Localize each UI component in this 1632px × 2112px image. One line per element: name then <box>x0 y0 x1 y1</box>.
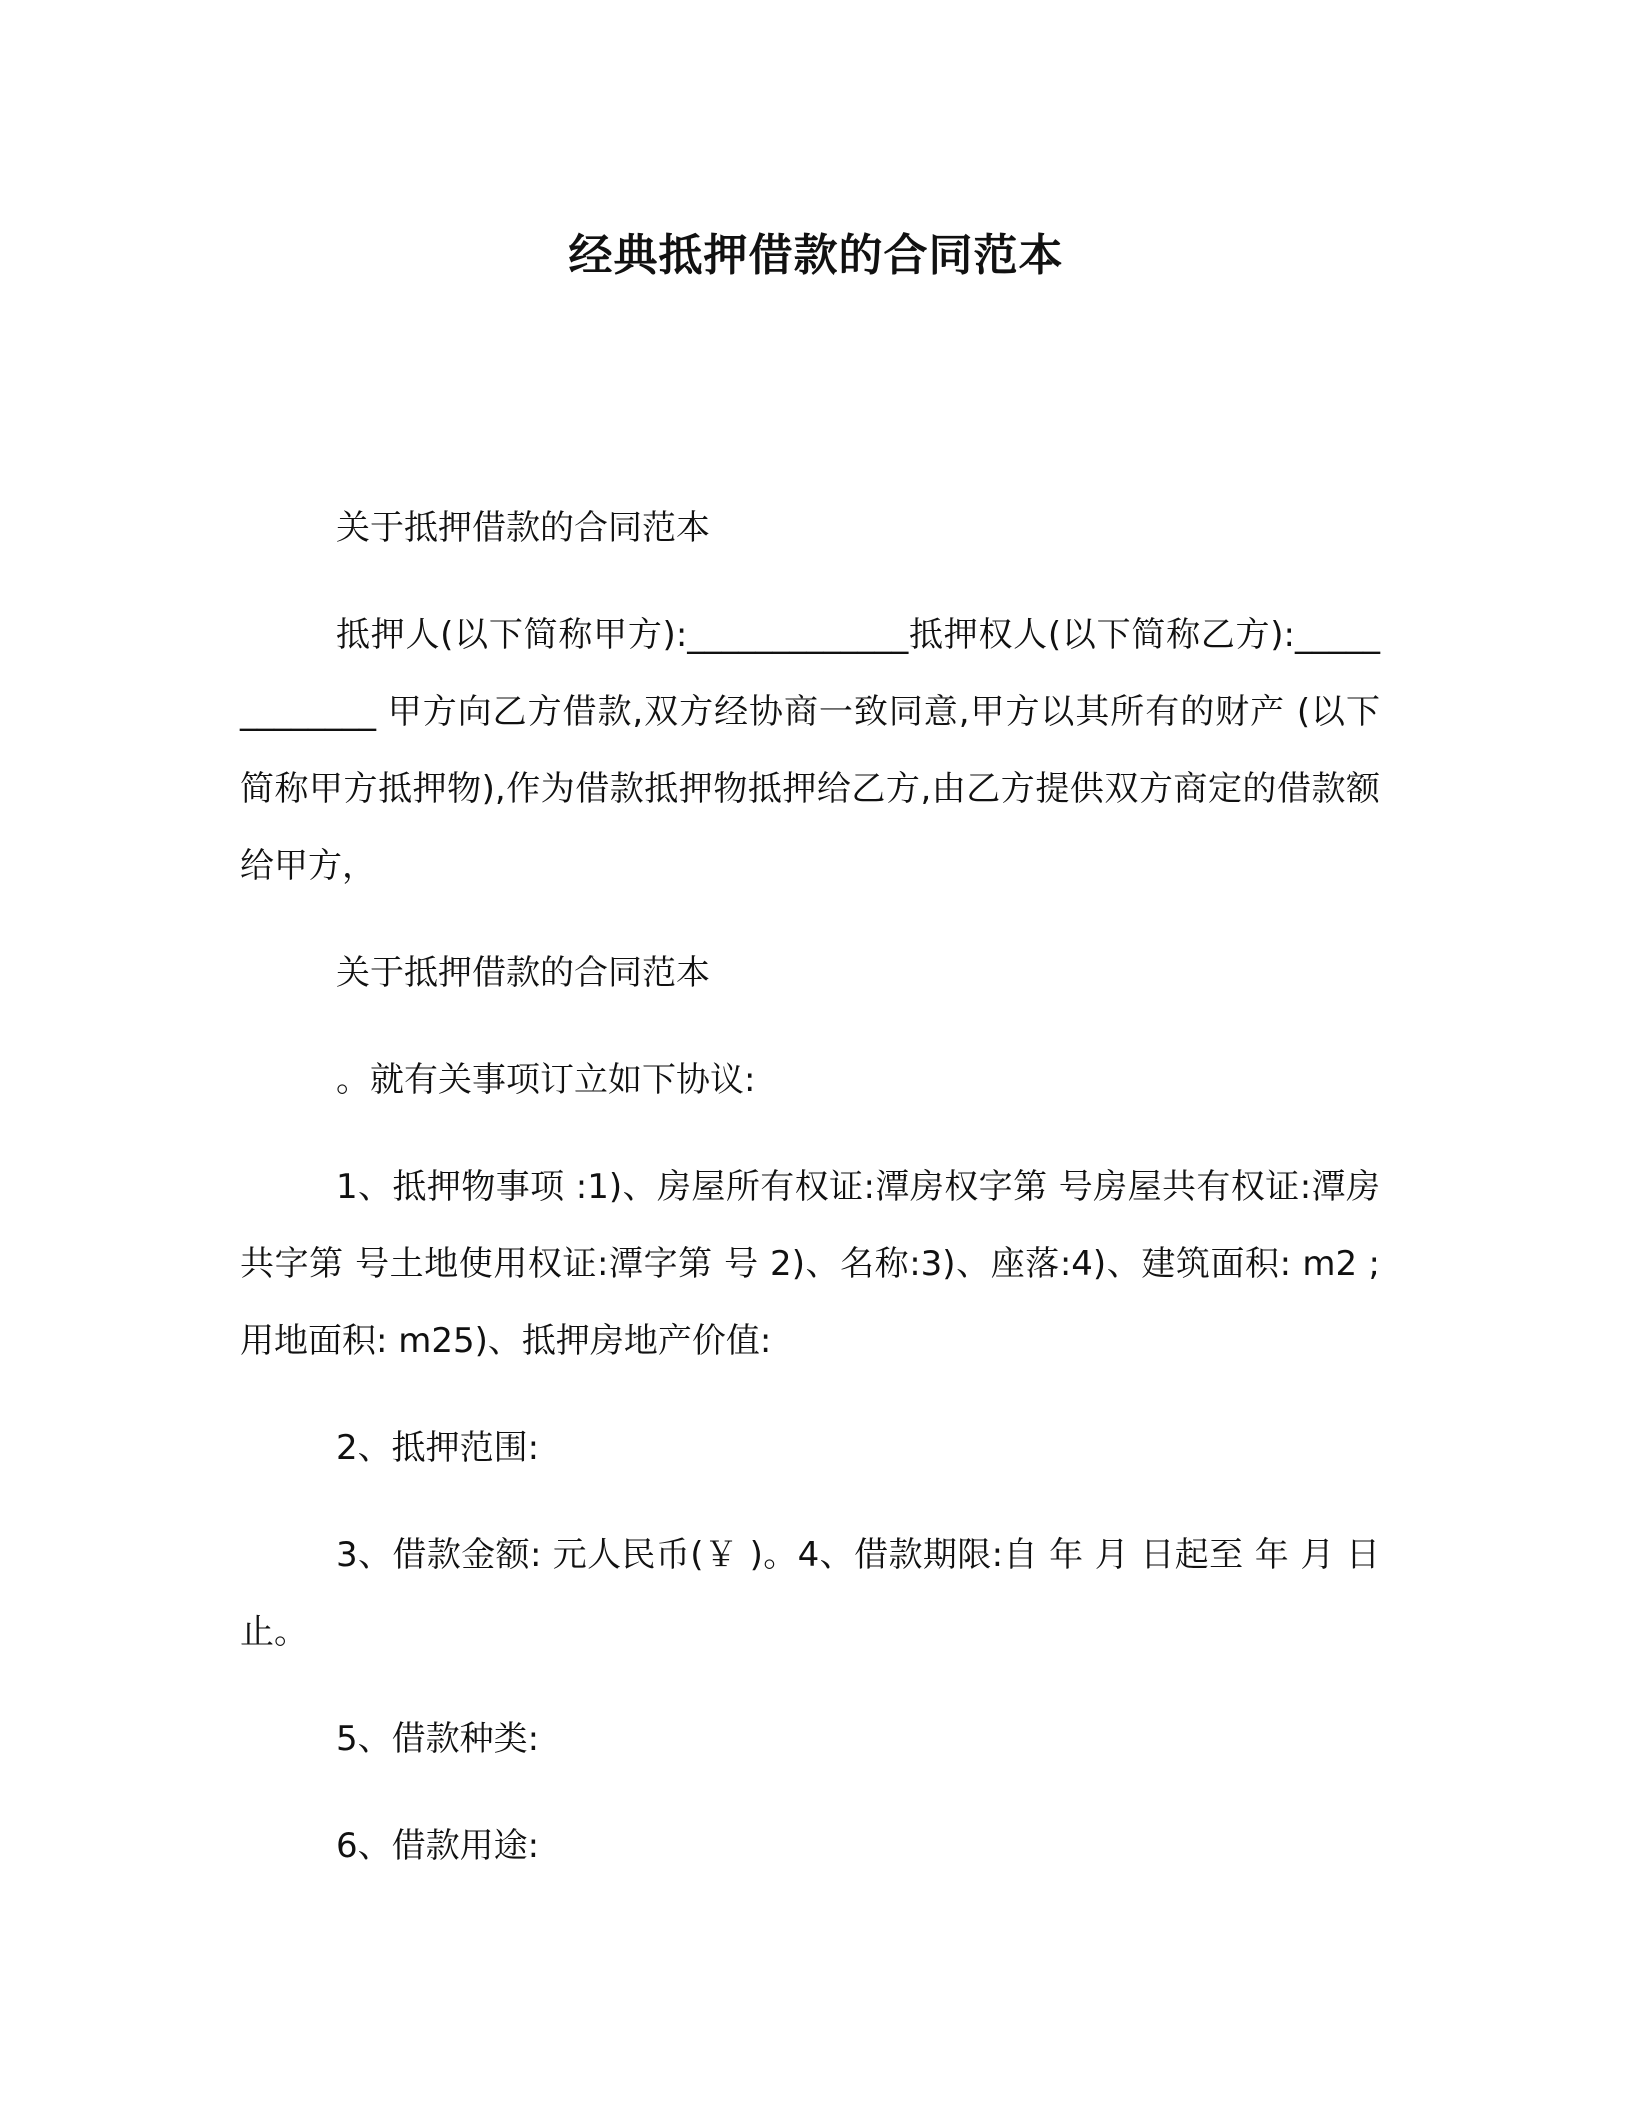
document-title: 经典抵押借款的合同范本 <box>568 230 1064 281</box>
paragraph-item-5: 5、借款种类: <box>336 1719 540 1759</box>
paragraph-item-6: 6、借款用途: <box>336 1826 540 1866</box>
paragraph-item-1: 1、抵押物事项 :1)、房屋所有权证:潭房权字第 号房屋共有权证:潭房共字第 号土地使用权证:潭字第 号 2)、名称:3)、座落:4)、建筑面积: m2 ; 用地面积: m25)、抵押房地产价值: <box>240 1167 1380 1361</box>
paragraph-agreement-intro: 。就有关事项订立如下协议: <box>336 1060 756 1100</box>
paragraph-heading-2: 关于抵押借款的合同范本 <box>336 953 710 993</box>
paragraph-item-2: 2、抵押范围: <box>336 1428 540 1468</box>
paragraph-parties: 抵押人(以下简称甲方):_____________抵押权人(以下简称乙方):_____________ 甲方向乙方借款,双方经协商一致同意,甲方以其所有的财产 (以下简称甲方抵押物),作为借款抵押物抵押给乙方,由乙方提供双方商定的借款额给甲方， <box>240 615 1380 886</box>
paragraph-item-3-4: 3、借款金额: 元人民币(￥ )。4、借款期限:自 年 月 日起至 年 月 日止。 <box>240 1535 1380 1652</box>
document-body <box>240 490 1380 1915</box>
paragraph-heading-1: 关于抵押借款的合同范本 <box>336 508 710 548</box>
